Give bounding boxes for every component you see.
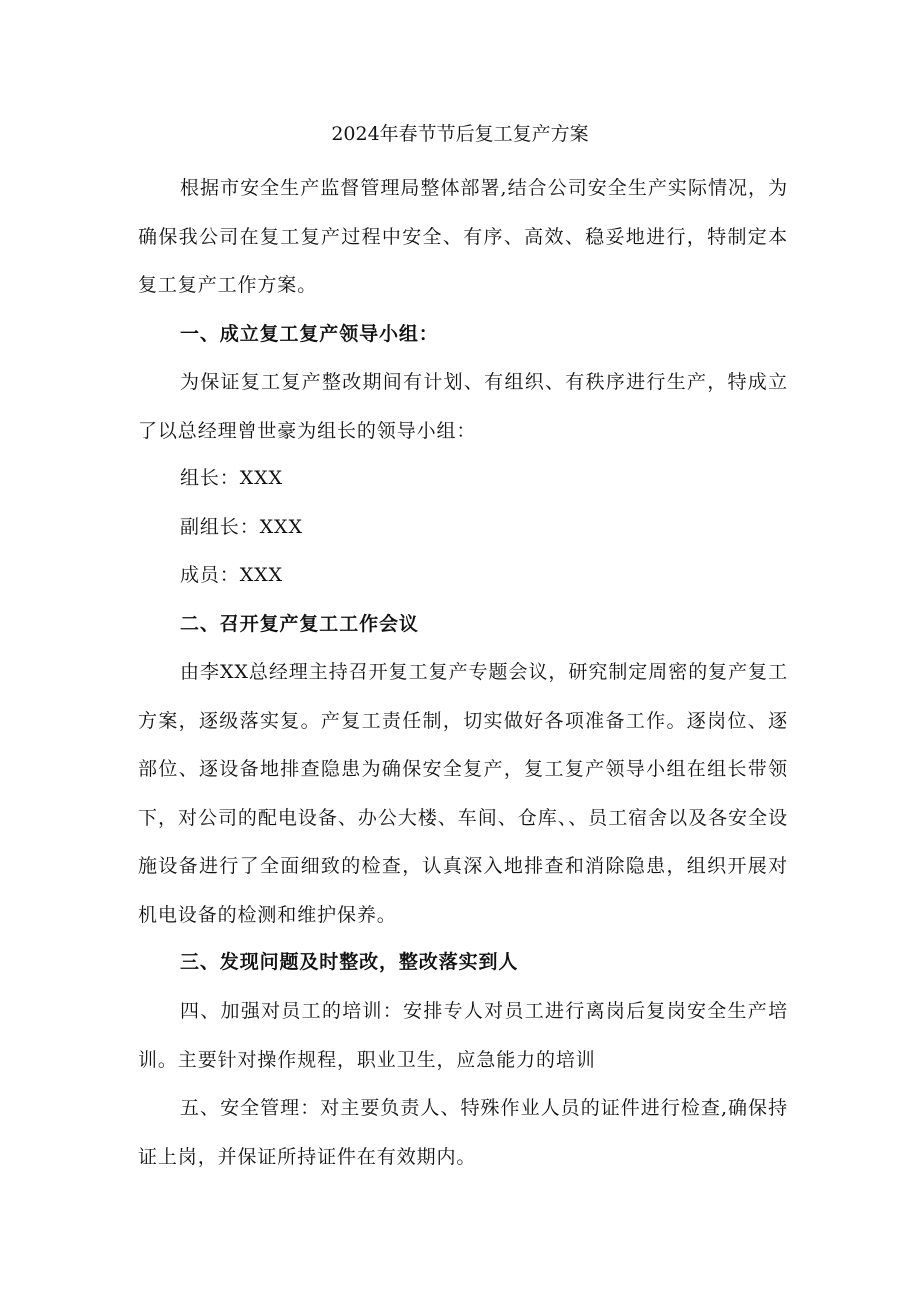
section3-heading: 三、发现问题及时整改，整改落实到人 <box>180 951 519 973</box>
document-title: 2024年春节节后复工复产方案 <box>331 123 589 145</box>
intro-paragraph: 根据市安全生产监督管理局整体部署,结合公司安全生产实际情况，为确保我公司在复工复产过程中安全、有序、高效、稳妥地进行，特制定本复工复产工作方案。 <box>138 177 788 297</box>
section5-body: 五、安全管理：对主要负责人、特殊作业人员的证件进行检查,确保持证上岗，并保证所持证件在有效期内。 <box>138 1097 788 1168</box>
members-line: 成员：XXX <box>180 564 283 586</box>
section4-body: 四、加强对员工的培训：安排专人对员工进行离岗后复岗安全生产培训。主要针对操作规程，职业卫生，应急能力的培训 <box>138 1000 788 1071</box>
section2-body: 由李XX总经理主持召开复工复产专题会议，研究制定周密的复产复工方案，逐级落实复。产复工责任制，切实做好各项准备工作。逐岗位、逐部位、逐设备地排查隐患为确保安全复产，复工复产领导小组在组长带领下，对公司的配电设备、办公大楼、车间、仓库、、员工宿舍以及各安全设施设备进行了全面细致的检查，认真深入地排查和消除隐患，组织开展对机电设备的检测和维护保养。 <box>138 661 788 926</box>
deputy-leader-line: 副组长：XXX <box>180 516 303 538</box>
section1-heading: 一、成立复工复产领导小组： <box>180 323 439 345</box>
section1-body: 为保证复工复产整改期间有计划、有组织、有秩序进行生产，特成立了以总经理曾世豪为组长的领导小组： <box>138 371 788 442</box>
leader-line: 组长：XXX <box>180 467 283 489</box>
section2-heading: 二、召开复产复工工作会议 <box>180 613 419 635</box>
